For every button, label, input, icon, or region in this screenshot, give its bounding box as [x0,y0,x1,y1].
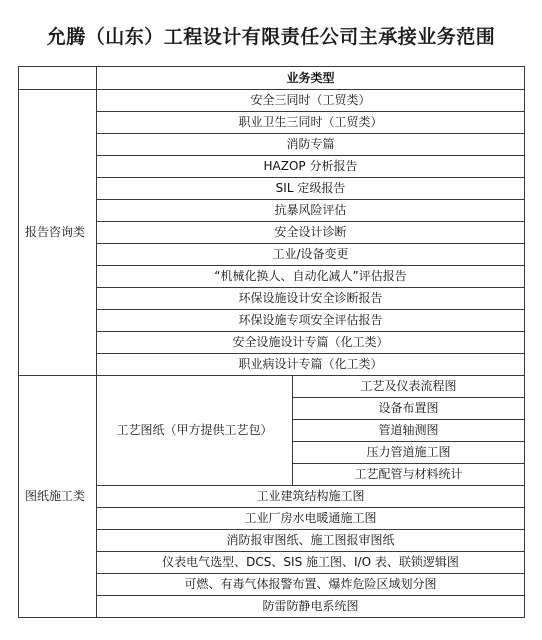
drawing-item: 防雷防静电系统图 [97,596,525,618]
report-item: 抗暴风险评估 [97,200,525,222]
category-drawing: 图纸施工类 [19,376,97,618]
report-item: SIL 定级报告 [97,178,525,200]
report-item: 安全三同时（工贸类） [97,90,525,112]
page-title: 允腾（山东）工程设计有限责任公司主承接业务范围 [46,26,496,48]
drawing-item: 消防报审图纸、施工图报审图纸 [97,530,525,552]
drawing-subitem: 工艺配管与材料统计 [293,464,525,486]
header-business-type: 业务类型 [97,67,525,90]
table-row [19,376,525,398]
header-empty-cell [19,67,97,90]
report-item: “机械化换人、自动化减人”评估报告 [97,266,525,288]
report-item: 消防专篇 [97,134,525,156]
report-item: 职业卫生三同时（工贸类） [97,112,525,134]
drawing-subitem: 压力管道施工图 [293,442,525,464]
category-report: 报告咨询类 [19,90,97,376]
drawing-item: 工业建筑结构施工图 [97,486,525,508]
drawing-subitem: 管道轴测图 [293,420,525,442]
report-item: 安全设施设计专篇（化工类） [97,332,525,354]
drawing-item: 工业厂房水电暖通施工图 [97,508,525,530]
drawing-item: 仪表电气选型、DCS、SIS 施工图、I/O 表、联锁逻辑图 [97,552,525,574]
drawing-subitem: 工艺及仪表流程图 [293,376,525,398]
report-item: 职业病设计专篇（化工类） [97,354,525,376]
report-item: 环保设施专项安全评估报告 [97,310,525,332]
table-header-row [19,67,525,90]
table-row [19,90,525,112]
business-scope-table [18,66,525,618]
drawing-item: 可燃、有毒气体报警布置、爆炸危险区域划分图 [97,574,525,596]
drawing-subitem: 设备布置图 [293,398,525,420]
report-item: 安全设计诊断 [97,222,525,244]
report-item: 工业/设备变更 [97,244,525,266]
report-item: 环保设施设计安全诊断报告 [97,288,525,310]
subgroup-process-drawings: 工艺图纸（甲方提供工艺包） [97,376,293,486]
report-item: HAZOP 分析报告 [97,156,525,178]
